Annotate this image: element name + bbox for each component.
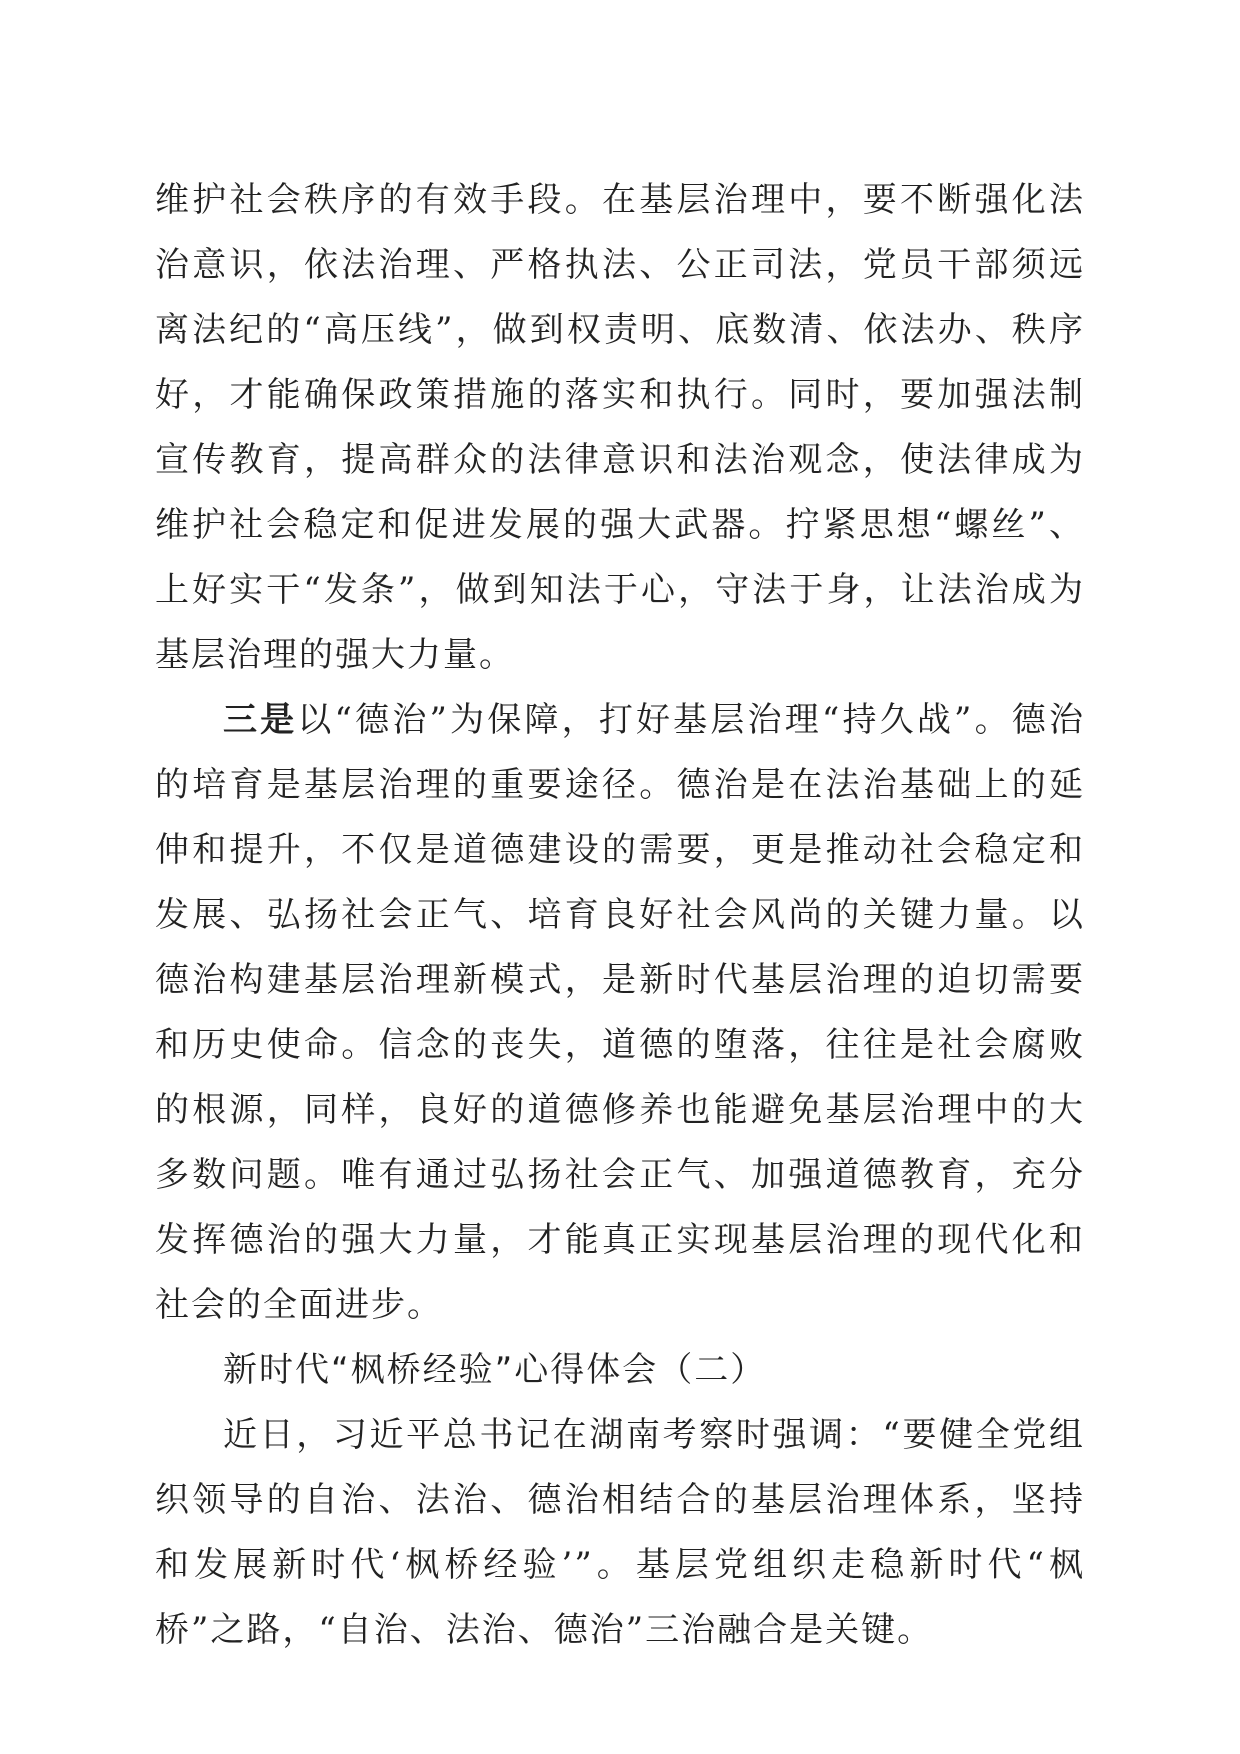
paragraph-rule-of-law xyxy=(155,168,1085,688)
paragraph-rule-of-virtue xyxy=(155,688,1085,1338)
paragraph-lead: 三是 xyxy=(223,700,298,740)
paragraph-intro xyxy=(155,1403,1085,1663)
section-title xyxy=(155,1338,1085,1403)
paragraph-text: 以“德治”为保障，打好基层治理“持久战”。德治的培育是基层治理的重要途径。德治是在法治基础上的延伸和提升，不仅是道德建设的需要，更是推动社会稳定和发展、弘扬社会正气、培育良好社会风尚的关键力量。以德治构建基层治理新模式，是新时代基层治理的迫切需要和历史使命。信念的丧失，道德的堕落，往往是社会腐败的根源，同样，良好的道德修养也能避免基层治理中的大多数问题。唯有通过弘扬社会正气、加强道德教育，充分发挥德治的强大力量，才能真正实现基层治理的现代化和社会的全面进步。 xyxy=(155,700,1085,1325)
section-title-text: 新时代“枫桥经验”心得体会（二） xyxy=(223,1350,767,1390)
paragraph-text: 近日，习近平总书记在湖南考察时强调：“要健全党组织领导的自治、法治、德治相结合的基层治理体系，坚持和发展新时代‘枫桥经验’”。基层党组织走稳新时代“枫桥”之路，“自治、法治、德治”三治融合是关键。 xyxy=(155,1415,1085,1650)
document-body xyxy=(155,168,1085,1663)
paragraph-text: 维护社会秩序的有效手段。在基层治理中，要不断强化法治意识，依法治理、严格执法、公正司法，党员干部须远离法纪的“高压线”，做到权责明、底数清、依法办、秩序好，才能确保政策措施的落实和执行。同时，要加强法制宣传教育，提高群众的法律意识和法治观念，使法律成为维护社会稳定和促进发展的强大武器。拧紧思想“螺丝”、上好实干“发条”，做到知法于心，守法于身，让法治成为基层治理的强大力量。 xyxy=(155,180,1085,675)
